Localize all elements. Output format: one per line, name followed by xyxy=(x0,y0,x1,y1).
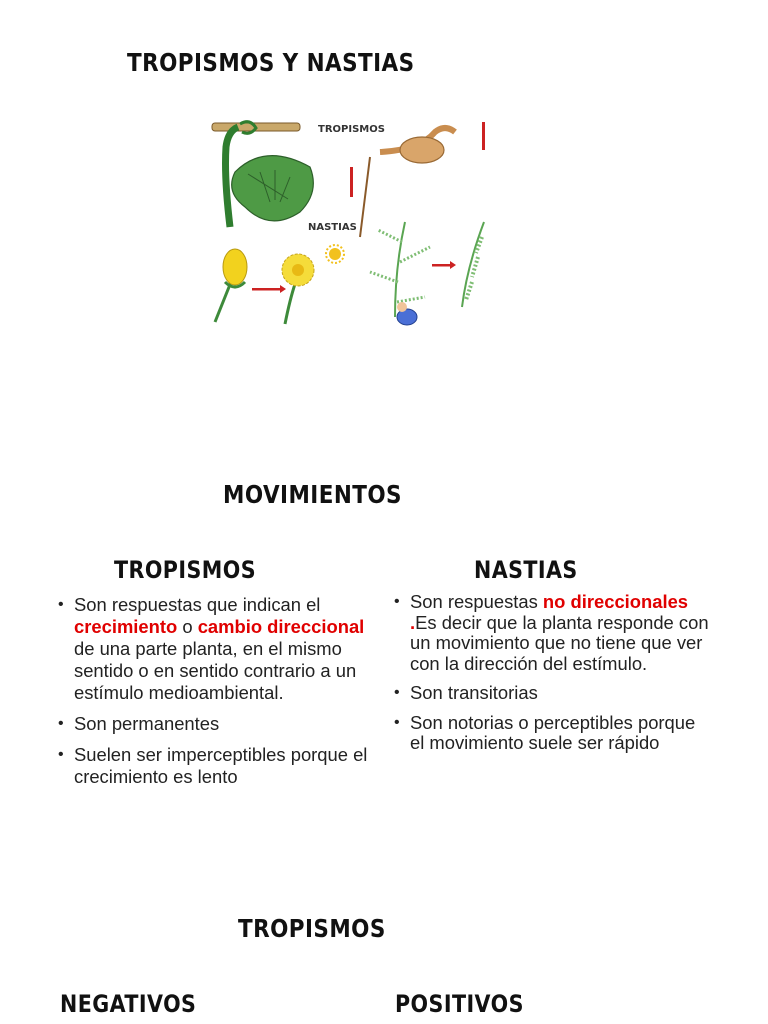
highlight-text: cambio direccional xyxy=(197,616,365,637)
list-item xyxy=(58,594,368,704)
closed-mimosa-icon xyxy=(462,222,484,307)
list-item xyxy=(58,713,368,735)
negativos-heading: NEGATIVOS xyxy=(60,990,197,1018)
tropismos-heading: TROPISMOS xyxy=(114,556,257,584)
nastias-list xyxy=(394,592,714,763)
mimosa-plant-icon xyxy=(370,222,430,325)
open-flower-icon xyxy=(282,254,314,324)
bullet-text: Suelen ser imperceptibles porque el crecimiento es lento xyxy=(74,744,368,787)
list-item xyxy=(394,713,714,754)
bullet-text: Son respuestas que indican el xyxy=(74,594,321,615)
list-item xyxy=(394,683,714,704)
bottom-section-title: TROPISMOS xyxy=(238,914,386,943)
bullet-text: Son permanentes xyxy=(74,713,220,734)
plant-tendril-icon xyxy=(212,122,313,227)
page-title: TROPISMOS Y NASTIAS xyxy=(127,48,415,77)
bullet-text: Son transitorias xyxy=(410,682,538,703)
bullet-text: Son notorias o perceptibles porque el movimiento suele ser rápido xyxy=(410,711,696,753)
tropisms-nastias-illustration xyxy=(200,112,505,337)
highlight-text: crecimiento xyxy=(74,616,178,637)
bullet-text: de una parte planta, en el mismo sentido o en sentido contrario a un estímulo medioambiental. xyxy=(74,638,357,703)
nastias-heading: NASTIAS xyxy=(474,556,578,584)
list-item xyxy=(58,744,368,788)
bullet-text: o xyxy=(177,616,198,637)
figure-label-nastias: NASTIAS xyxy=(308,222,357,233)
tropismos-list xyxy=(58,594,368,797)
positivos-heading: POSITIVOS xyxy=(395,990,524,1018)
section-title: MOVIMIENTOS xyxy=(223,480,402,509)
highlight-text: no direccionales . xyxy=(410,591,689,633)
bullet-text: Son respuestas xyxy=(410,591,543,612)
figure-label-tropismos: TROPISMOS xyxy=(318,124,385,135)
closed-flower-icon xyxy=(215,249,247,322)
bullet-text: Es decir que la planta responde con un movimiento que no tiene que ver con la dirección del estímulo. xyxy=(410,611,709,674)
germinating-seed-icon xyxy=(350,122,485,237)
list-item xyxy=(394,592,714,674)
sun-icon xyxy=(326,245,344,263)
